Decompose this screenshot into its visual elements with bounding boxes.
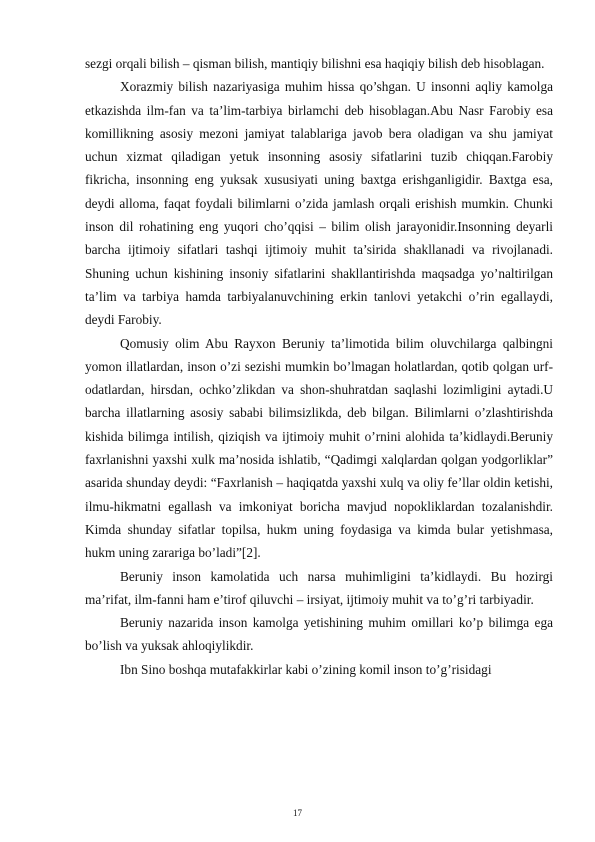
document-body [85, 52, 553, 681]
page-number: 17 [293, 808, 302, 818]
paragraph-ibn-sino: Ibn Sino boshqa mutafakkirlar kabi o’zining komil inson to’g’risidagi [120, 661, 492, 677]
paragraph-continuation: sezgi orqali bilish – qisman bilish, mantiqiy bilishni esa haqiqiy bilish deb hisoblagan. [85, 56, 545, 71]
paragraph-xorazmiy-farobiy: Xorazmiy bilish nazariyasiga muhim hissa qo’shgan. U insonni aqliy kamolga etkazishda ilm-fan va ta’lim-tarbiya birlamchi deb hisoblagan.Abu Nasr Farobiy esa komillikning asosiy mezoni jamiyat talablariga javob bera oladigan va shu jamiyat uchun xizmat qiladigan yetuk insonning asosiy sifatlarini tuzib chiqqan.Farobiy fikricha, insonning eng yuksak xususiyati uning baxtga erishganligidir. Baxtga esa, deydi alloma, faqat foydali bilimlarni o’zida jamlash orqali erishish mumkin. Chunki inson dil rohatining eng yuqori cho’qqisi – bilim olish jarayonidir.Insonning deyarli barcha ijtimoiy sifatlari tashqi ijtimoiy muhit ta’sirida shakllanadi va rivojlanadi. Shuning uchun kishining insoniy sifatlarini shakllantirishda maqsadga yo’naltirilgan ta’lim va tarbiya hamda tarbiyalanuvchining erkin tanlovi yetakchi o’rin egallaydi, deydi Farobiy. [85, 79, 553, 328]
paragraph-beruniy-talimoti: Qomusiy olim Abu Rayxon Beruniy ta’limotida bilim oluvchilarga qalbingni yomon illatlardan, inson o’zi sezishi mumkin bo’lmagan holatlardan, qotib qolgan urf-odatlardan, hirsdan, ochko’zlikdan va shon-shuhratdan saqlashi lozimligini aytadi.U barcha illatlarning asosiy sababi bilimsizlikda, deb bilgan. Bilimlarni o’zlashtirishda kishida bilimga intilish, qiziqish va ijtimoiy muhit o’rnini alohida ta’kidlaydi.Beruniy faxrlanishni yaxshi xulk ma’nosida ishlatib, “Qadimgi xalqlardan qolgan yodgorliklar” asarida shunday deydi: “Faxrlanish – haqiqatda yaxshi xulq va oliy fe’llar oldin ketishi, ilmu-hikmatni egallash va imkoniyat boricha mavjud nopokliklardan tozalanishdir. Kimda shunday sifatlar topilsa, hukm uning foydasiga va kimda bular yetishmasa, hukm uning zarariga bo’ladi”[2]. [85, 335, 553, 561]
paragraph-beruniy-omillar: Beruniy nazarida inson kamolga yetishining muhim omillari ko’p bilimga ega bo’lish va yuksak ahloqiylikdir. [85, 615, 553, 654]
paragraph-beruniy-kamolat: Beruniy inson kamolatida uch narsa muhimligini ta’kidlaydi. Bu hozirgi ma’rifat, ilm-fanni ham e’tirof qiluvchi – irsiyat, ijtimoiy muhit va to’g’ri tarbiyadir. [85, 568, 553, 607]
